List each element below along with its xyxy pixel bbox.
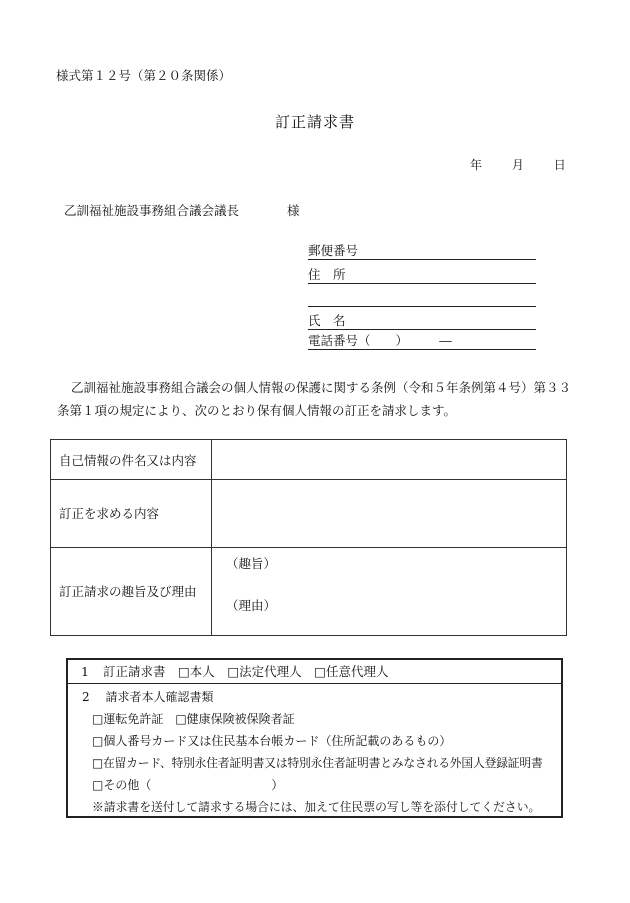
purpose-label: （趣旨）	[226, 555, 277, 571]
form-number: 様式第１２号（第２０条関係）	[56, 68, 232, 83]
date-month: 月	[511, 158, 524, 172]
document-title: 訂正請求書	[274, 113, 355, 131]
checkbox-voluntary-agent[interactable]: □任意代理人	[314, 664, 389, 679]
name-label: 氏 名	[308, 313, 346, 328]
phone-label: 電話番号（ ） ―	[308, 333, 452, 348]
purpose-reason-input-cell[interactable]	[212, 547, 567, 635]
id-option-license-insurance[interactable]: □運転免許証 □健康保険被保険者証	[92, 712, 295, 726]
checkbox-principal[interactable]: □本人	[177, 664, 215, 679]
request-details-table	[50, 439, 567, 636]
addressee-name: 乙訓福祉施設事務組合議会議長	[64, 203, 240, 218]
id-option-mynumber-card[interactable]: □個人番号カード又は住民基本台帳カード（住所記載のあるもの）	[92, 734, 452, 748]
table-row	[51, 547, 567, 635]
address-label: 住 所	[308, 267, 346, 282]
request-statement: 乙訓福祉施設事務組合議会の個人情報の保護に関する条例（令和５年条例第４号）第３３条第１項の規定により、次のとおり保有個人情報の訂正を請求します。	[57, 380, 572, 418]
item1-label: 訂正請求書	[102, 664, 166, 679]
row-label-purpose-reason: 訂正請求の趣旨及び理由	[51, 547, 212, 635]
subject-input-cell[interactable]	[212, 440, 567, 480]
addressee	[64, 201, 300, 219]
id-documents-title: 2 請求者本人確認書類	[82, 690, 214, 704]
id-option-residence-card[interactable]: □在留カード、特別永住者証明書又は特別永住者証明書とみなされる外国人登録証明書	[92, 756, 543, 770]
postal-code-field[interactable]	[308, 243, 536, 260]
phone-field[interactable]	[308, 333, 536, 350]
table-row	[51, 480, 567, 547]
mail-submission-note: ※請求書を送付して請求する場合には、加えて住民票の写し等を添付してください。	[92, 800, 541, 814]
item1-number: 1	[81, 664, 89, 679]
name-field[interactable]	[308, 313, 536, 330]
table-row	[51, 440, 567, 480]
date-line	[470, 156, 566, 173]
row-label-correction-content: 訂正を求める内容	[51, 480, 212, 547]
addressee-honorific: 様	[287, 203, 300, 218]
requester-type-row	[68, 660, 561, 684]
checkbox-legal-agent[interactable]: □法定代理人	[227, 664, 302, 679]
postal-code-label: 郵便番号	[308, 243, 359, 258]
notes-box	[66, 658, 563, 818]
address-field[interactable]	[308, 267, 536, 284]
address-field-line-2[interactable]	[308, 290, 536, 307]
date-year: 年	[470, 158, 483, 172]
reason-label: （理由）	[226, 597, 277, 613]
date-day: 日	[553, 158, 566, 172]
id-option-other[interactable]: □その他（ ）	[92, 778, 284, 792]
row-label-subject: 自己情報の件名又は内容	[51, 440, 212, 480]
correction-content-input-cell[interactable]	[212, 480, 567, 547]
